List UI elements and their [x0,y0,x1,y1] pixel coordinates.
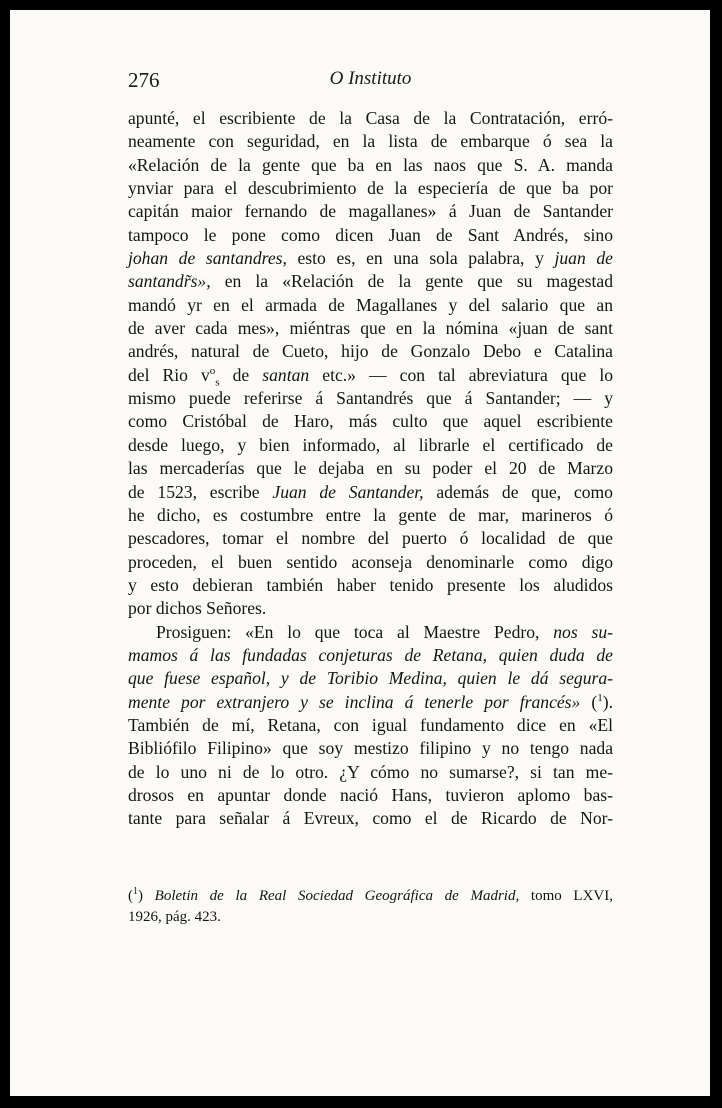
text-run: ( [128,888,133,904]
text-line: tante para señalar á Evreux, como el de Ricardo de Nor- [128,808,613,829]
text-line [128,667,613,690]
page-header [128,68,613,94]
text-line [128,621,613,644]
text-line: tampoco le pone como dicen Juan de Sant Andrés, sino [128,224,613,245]
text-line: mismo puede referirse á Santandrés que á Santander; — y [128,388,613,409]
text-line [128,644,613,667]
text-run: del Rio v [128,364,210,385]
text-run: ( [580,691,598,712]
superscript: o [209,364,216,377]
text-line: neamente con seguridad, en la lista de embarque ó sea la [128,131,613,152]
text-line: por dichos Señores. [128,598,267,619]
subscript: s [215,376,220,389]
text-line [128,247,613,270]
text-run: Prosiguen: «En lo que toca al Maestre Pedro, [156,621,554,642]
text-line: ynviar para el descubrimiento de la especiería de que ba por [128,178,613,199]
text-run: esto es, en una sola palabra, y [286,248,555,269]
text-line [128,364,613,387]
text-run: además de que, como [423,481,613,502]
text-line: «Relación de la gente que ba en las naos que S. A. manda [128,154,613,175]
text-line: de aver cada mes», miéntras que en la nómina «juan de sant [128,318,613,339]
footnote-line [128,886,613,907]
italic-text: johan de santandres, [128,248,287,269]
running-title: O Instituto [329,68,412,89]
footnote [128,886,613,928]
footnote-ref: 1 [597,691,603,704]
text-run: etc.» — con tal abreviatura que lo [309,364,614,385]
text-run: de [219,364,263,385]
italic-text: santandr̃s», [128,271,211,292]
text-run: tomo LXVI, [519,888,613,904]
text-line: drosos en apuntar donde nació Hans, tuvieron aplomo bas- [128,784,613,805]
text-line [128,691,613,714]
italic-text: mente por extranjero y se inclina á tenerle por francés» [128,691,581,712]
text-line: mandó yr en el armada de Magallanes y del salario que an [128,294,613,315]
body-text [128,107,613,831]
footnote-line: 1926, pág. 423. [128,909,221,925]
italic-text: santan [262,364,310,385]
page-number: 276 [128,68,160,92]
footnote-marker: 1 [133,886,138,897]
text-line: andrés, natural de Cueto, hijo de Gonzalo Debo e Catalina [128,341,613,362]
italic-text: que fuese español, y de Toribio Medina, quien le dá segura- [128,668,613,689]
text-run: en la «Relación de la gente que su magestad [210,271,613,292]
italic-text: Juan de Santander, [272,481,424,502]
text-line: he dicho, es costumbre entre la gente de mar, marineros ó [128,504,613,525]
text-line: como Cristóbal de Haro, más culto que aquel escribiente [128,411,613,432]
italic-text: Boletin de la Real Sociedad Geográfica de Madrid, [154,888,520,904]
text-run: ). [602,691,613,712]
italic-text: juan de [554,248,613,269]
text-line: las mercaderías que le dejaba en su poder el 20 de Marzo [128,458,613,479]
text-line: pescadores, tomar el nombre del puerto ó localidad de que [128,528,613,549]
text-line [128,270,613,293]
text-line: capitán maior fernando de magallanes» á Juan de Santander [128,201,613,222]
italic-text: nos su- [553,621,613,642]
text-line: desde luego, y bien informado, al librarle el certificado de [128,434,613,455]
text-line: y esto debieran también haber tenido presente los aludidos [128,574,613,595]
text-run: de 1523, escribe [128,481,273,502]
text-line: de lo uno ni de lo otro. ¿Y cómo no sumarse?, si tan me- [128,761,613,782]
text-line: proceden, el buen sentido aconseja denominarle como digo [128,551,613,572]
italic-text: mamos á las fundadas conjeturas de Retana, quien duda de [128,644,613,665]
text-line: apunté, el escribiente de la Casa de la Contratación, erró- [128,108,613,128]
text-line: Bibliófilo Filipino» que soy mestizo filipino y no tengo nada [128,738,613,759]
text-line: También de mí, Retana, con igual fundamento dice en «El [128,714,613,735]
text-run: ) [138,888,155,904]
text-line [128,481,613,504]
